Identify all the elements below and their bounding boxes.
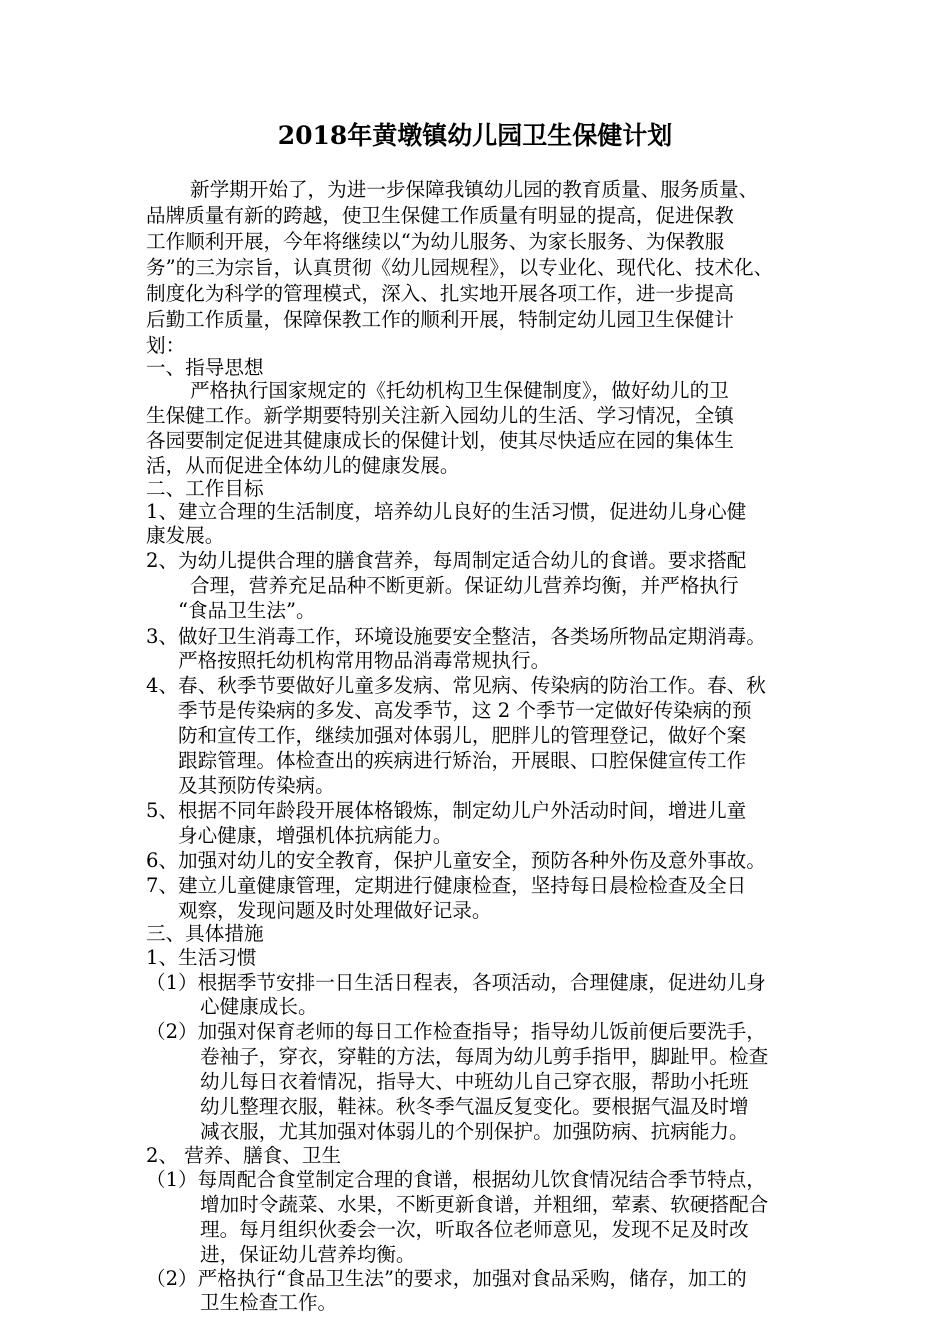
measure-item-cont: 心健康成长。 [200, 995, 318, 1018]
section1-line: 生保健工作。新学期要特别关注新入园幼儿的生活、学习情况，全镇 [146, 404, 734, 427]
measure-item-cont: 增加时令蔬菜、水果，不断更新食谱，并粗细，荤素、软硬搭配合 [200, 1193, 769, 1216]
intro-line: 新学期开始了，为进一步保障我镇幼儿园的教育质量、服务质量、 [190, 178, 759, 201]
section1-line: 各园要制定促进其健康成长的保健计划，使其尽快适应在园的集体生 [146, 429, 734, 452]
measure-item: （1）每周配合食堂制定合理的食谱，根据幼儿饮食情况结合季节特点， [146, 1168, 766, 1191]
measure-item: （2）严格执行“食品卫生法”的要求，加强对食品采购，储存，加工的 [146, 1267, 747, 1290]
measure-item-cont: 卫生检查工作。 [200, 1291, 338, 1314]
goal-item-7-cont: 观察，发现问题及时处理做好记录。 [178, 899, 492, 922]
measure-item: （2）加强对保育老师的每日工作检查指导；指导幼儿饭前便后要洗手， [146, 1020, 766, 1043]
measure-item-cont: 卷袖子，穿衣，穿鞋的方法，每周为幼儿剪手指甲，脚趾甲。检查 [200, 1045, 769, 1068]
goal-item-3-cont: 严格按照托幼机构常用物品消毒常规执行。 [178, 649, 551, 672]
section-heading-work-goals: 二、工作目标 [146, 477, 264, 500]
subsection-heading-nutrition: 2、 营养、膳食、卫生 [146, 1144, 342, 1167]
measure-item-cont: 幼儿整理衣服，鞋袜。秋冬季气温反复变化。要根据气温及时增 [200, 1095, 749, 1118]
goal-item-4: 4、春、秋季节要做好儿童多发病、常见病、传染病的防治工作。春、秋 [146, 674, 766, 697]
goal-item-2-cont: “食品卫生法”。 [178, 599, 316, 622]
goal-item-7: 7、建立儿童健康管理，定期进行健康检查，坚持每日晨检检查及全日 [146, 874, 747, 897]
goal-item-2: 2、为幼儿提供合理的膳食营养，每周制定适合幼儿的食谱。要求搭配 [146, 549, 747, 572]
intro-line: 制度化为科学的管理模式，深入、扎实地开展各项工作，进一步提高 [146, 282, 734, 305]
goal-item-4-cont: 及其预防传染病。 [178, 774, 335, 797]
measure-item-cont: 进，保证幼儿营养均衡。 [200, 1243, 416, 1266]
measure-item: （1）根据季节安排一日生活日程表，各项活动，合理健康，促进幼儿身 [146, 971, 766, 994]
document-title: 2018年黄墩镇幼儿园卫生保健计划 [277, 121, 673, 150]
goal-item-4-cont: 季节是传染病的多发、高发季节，这 2 个季节一定做好传染病的预 [178, 699, 752, 722]
measure-item-cont: 理。每月组织伙委会一次，听取各位老师意见，发现不足及时改 [200, 1218, 749, 1241]
section1-line: 严格执行国家规定的《托幼机构卫生保健制度》，做好幼儿的卫 [190, 379, 729, 402]
goal-item-4-cont: 跟踪管理。体检查出的疾病进行矫治，开展眼、口腔保健宣传工作 [178, 749, 747, 772]
goal-item-5-cont: 身心健康，增强机体抗病能力。 [178, 824, 453, 847]
subsection-heading-living-habits: 1、生活习惯 [146, 946, 257, 969]
measure-item-cont: 减衣服，尤其加强对体弱儿的个别保护。加强防病、抗病能力。 [200, 1120, 749, 1143]
goal-item-2-cont: 合理，营养充足品种不断更新。保证幼儿营养均衡，并严格执行 [190, 574, 739, 597]
goal-item-4-cont: 防和宣传工作，继续加强对体弱儿，肥胖儿的管理登记，做好个案 [178, 724, 747, 747]
section-heading-measures: 三、具体措施 [146, 922, 264, 945]
goal-item-1-cont: 康发展。 [146, 524, 225, 547]
intro-line: 划： [146, 334, 186, 357]
measure-item-cont: 幼儿每日衣着情况，指导大、中班幼儿自己穿衣服，帮助小托班 [200, 1070, 749, 1093]
intro-line: 务”的三为宗旨，认真贯彻《幼儿园规程》，以专业化、现代化、技术化、 [146, 256, 774, 279]
intro-line: 品牌质量有新的跨越，使卫生保健工作质量有明显的提高，促进保教 [146, 204, 734, 227]
section-heading-guiding-ideas: 一、指导思想 [146, 356, 264, 379]
section1-line: 活，从而促进全体幼儿的健康发展。 [146, 454, 460, 477]
goal-item-5: 5、根据不同年龄段开展体格锻炼，制定幼儿户外活动时间，增进儿童 [146, 799, 747, 822]
intro-line: 后勤工作质量，保障保教工作的顺利开展，特制定幼儿园卫生保健计 [146, 308, 734, 331]
goal-item-6: 6、加强对幼儿的安全教育，保护儿童安全，预防各种外伤及意外事故。 [146, 849, 766, 872]
goal-item-1: 1、建立合理的生活制度，培养幼儿良好的生活习惯，促进幼儿身心健 [146, 500, 747, 523]
intro-line: 工作顺利开展，今年将继续以“为幼儿服务、为家长服务、为保教服 [146, 230, 725, 253]
goal-item-3: 3、做好卫生消毒工作，环境设施要安全整洁，各类场所物品定期消毒。 [146, 625, 766, 648]
